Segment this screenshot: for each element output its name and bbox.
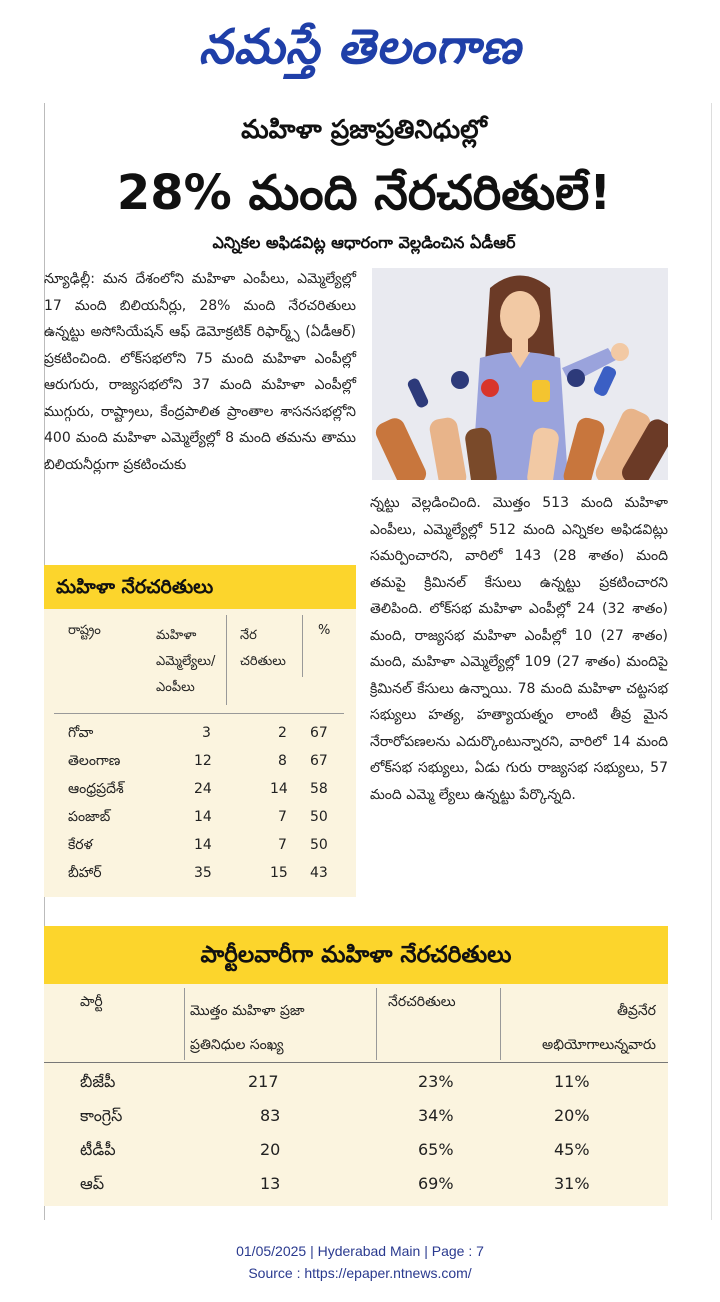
col-header-offenders: నేర చరితులు [240,628,286,669]
col-header-party: పార్టీ [80,994,103,1010]
table-row: పంజాబ్ 14 7 50 [68,809,328,825]
source-link[interactable]: Source : https://epaper.ntnews.com/ [248,1265,472,1281]
subheadline: ఎన్నికల అఫిడవిట్ల ఆధారంగా వెల్లడించిన ఏడీఆర్ [212,233,516,252]
table-row: కేరళ 14 7 50 [68,837,328,853]
page-footer [0,1240,720,1284]
table-row: కాంగ్రెస్ 83 34% 20% [80,1106,590,1125]
table-row: ఆప్ 13 69% 31% [80,1174,590,1193]
table-row: గోవా 3 2 67 [68,725,328,741]
headline: 28% మంది నేరచరితులే! [116,165,612,221]
edition-info: 01/05/2025 | Hyderabad Main | Page : 7 [236,1243,484,1259]
table-row: బీజేపీ 217 23% 11% [80,1072,590,1091]
table-row: ఆంధ్రప్రదేశ్ 24 14 58 [68,781,328,797]
col-header-total-women: మొత్తం మహిళా ప్రజా ప్రతినిధుల సంఖ్య [190,1003,305,1053]
party-table-title: పార్టీలవారీగా మహిళా నేరచరితులు [44,926,668,984]
party-wise-offenders-table [44,926,668,1206]
table-row: తెలంగాణ 12 8 67 [68,753,328,769]
col-header-percent: % [318,623,331,638]
article-column-1: న్యూఢిల్లీ: మన దేశంలోని మహిళా ఎంపీలు, ఎమ్మెల్యేల్లో 17 మంది బిలియనీర్లు, 28% మంది నేరచరితులు ఉన్నట్టు అసోసియేషన్ ఆఫ్ డెమోక్రటిక్ రిఫార్మ్స్ (ఏడీఆర్) ప్రకటించింది. లోక్‌సభలోని 75 మంది మహిళా ఎంపీల్లో ఆరుగురు, రాజ్యసభలోని 37 మంది మహిళా ఎంపీల్లో ముగ్గురు, రాష్ట్రాలు, కేంద్రపాలిత ప్రాంతాల శాసనసభల్లోని 400 మంది మహిళా ఎమ్మెల్యేల్లో 8 మంది తమను తాము బిలియనీర్లుగా ప్రకటించుకు [44,271,356,473]
headline-kicker: మహిళా ప్రజాప్రతినిధుల్లో [241,115,487,145]
masthead [0,0,720,95]
table-row: బీహార్ 35 15 43 [68,865,328,881]
press-microphones-illustration [372,268,668,480]
col-header-offenders: నేరచరితులు [388,994,456,1010]
col-header-state: రాష్ట్రం [68,623,101,638]
newspaper-logo: నమస్తే తెలంగాణ [198,19,522,75]
article-column-2: న్నట్టు వెల్లడించింది. మొత్తం 513 మంది మహిళా ఎంపీలు, ఎమ్మెల్యేల్లో 512 మంది ఎన్నికల అఫిడవిట్లు సమర్పించారని, వారిలో 143 (28 శాతం) మంది తమపై క్రిమినల్ కేసులు ఉన్నట్టు ప్రకటించారని తెలిపింది. లోక్‌సభ మహిళా ఎంపీల్లో 24 (32 శాతం) మంది, రాజ్యసభ మహిళా ఎంపీల్లో 10 (27 శాతం) మంది, మహిళా ఎమ్మెల్యేల్లో 109 (27 శాతం) మందిపై క్రిమినల్ కేసులు ఉన్నాయి. 78 మంది మహిళా చట్టసభ సభ్యులు హత్య, హత్యాయత్నం లాంటి తీవ్ర మైన నేరారోపణలను ఎదుర్కొంటున్నారని, వారిలో 14 మంది లోక్‌సభ సభ్యులు, ఏడు గురు రాజ్యసభ సభ్యులు, 57 మంది ఎమ్మె ల్యేలు ఉన్నట్టు పేర్కొన్నది. [370,495,668,803]
col-header-women-members: మహిళా ఎమ్మెల్యేలు/ ఎంపీలు [156,628,216,695]
table-row: టీడీపీ 20 65% 45% [80,1140,590,1159]
women-table-title: మహిళా నేరచరితులు [44,565,356,609]
women-offenders-table [44,565,356,897]
col-header-serious-charges: తీవ్రనేర అభియోగాలున్నవారు [542,1003,656,1053]
